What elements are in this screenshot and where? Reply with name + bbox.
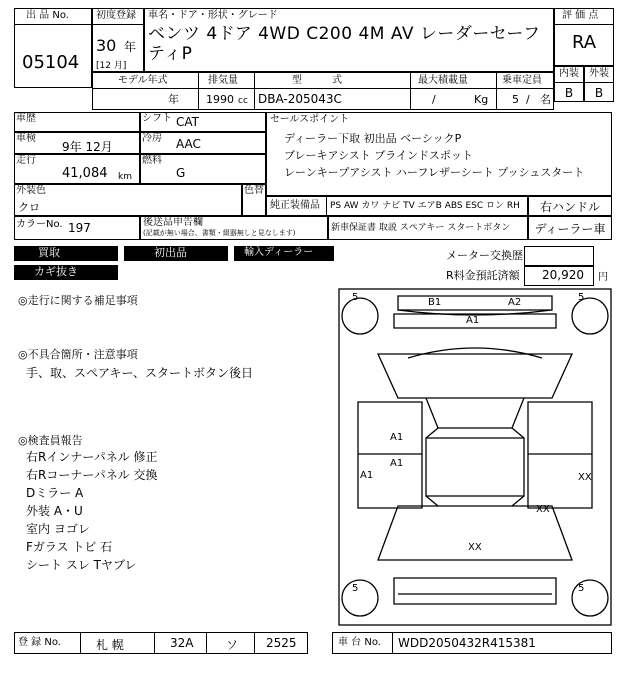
lot-label-line [14,24,92,25]
fuel-value: G [176,166,186,180]
displacement-value: 1990 [206,93,234,106]
exterior-score: B [594,86,604,100]
fuel-label: 燃料 [142,155,162,166]
reg-div3 [206,632,207,654]
eval-line [554,24,614,25]
lot-number: 05104 [22,52,80,73]
exterior-color-box [14,184,242,216]
mileage-label: 走行 [16,155,36,166]
capacity-sep: / [526,93,530,106]
max-load-value: / [432,93,436,106]
car-damage-diagram [338,288,612,626]
wheel-bl-icon [342,580,378,616]
exterior-color-value: クロ [18,201,40,214]
reg-city: 札 幌 [96,638,124,652]
mark-a1-front: A1 [466,315,480,326]
defects-header: ◎不具合箇所・注意事項 [18,348,138,361]
mark-xx-rear: XX [468,542,482,553]
wheel-tr-icon [572,298,608,334]
color-no-value: 197 [68,221,91,235]
driving-header: ◎走行に関する補足事項 [18,294,138,307]
ac-value: AAC [176,137,201,151]
tag-no-key-text: カギ抜き [34,265,78,278]
odometer-label: メーター交換歴 [446,249,523,262]
odometer-box [524,246,594,266]
fee-unit: 円 [598,272,608,283]
reg-number: 2525 [266,636,297,650]
sales-points-label: セールスポイント [270,114,350,125]
displacement-unit: cc [238,96,248,106]
first-reg-line [92,24,144,25]
handle-value: 右ハンドル [539,200,600,214]
max-load-unit: Kg [474,93,489,106]
history-label: 車歴 [16,113,36,124]
sales-point-line: レーンキープアシスト ハーフレザーシート プッシュスタート [284,166,585,179]
ie-line [554,82,614,83]
interior-score: B [564,86,574,100]
fee-label: R料金預託済額 [446,269,520,282]
sales-point-line: ブレーキアシスト ブラインドスポット [284,149,473,162]
chassis-div [392,632,393,654]
inspector-line: 右Rインナーパネル 修正 [26,450,158,464]
tag-first [124,246,228,261]
specs-div1 [198,72,199,110]
chassis-label: 車 台 No. [338,637,381,648]
dealer-value: ディーラー車 [534,222,606,236]
first-reg-month: [12 月] [96,61,127,71]
reg-div1 [80,632,81,654]
delivery-label: 後送品申告欄 [143,217,203,228]
capacity-value: 5 [512,93,519,106]
mark-a1-left1: A1 [390,432,404,443]
reg-class: 32A [170,636,194,650]
warranty-value: 新車保証書 取説 スペアキー スタートボタン [331,223,511,233]
tag-import-text: 輸入ディーラー [244,247,314,258]
mark-xx-side: XX [536,504,550,515]
inspector-line: Fガラス トビ 石 [26,540,113,554]
corner-bl-label: 5 [352,583,359,594]
chassis-value: WDD2050432R415381 [398,636,536,650]
mark-a1-left2: A1 [390,458,404,469]
model-year-unit: 年 [168,93,179,106]
shift-value: CAT [176,115,199,129]
inspector-line: Dミラー A [26,486,84,500]
corner-tr-label: 5 [578,292,585,303]
tag-buy-text: 買取 [38,246,60,259]
tag-import [234,246,334,261]
model-value: DBA-205043C [258,92,342,106]
left-doors-icon [358,402,422,508]
specs-div3 [410,72,411,110]
model-label: 型 式 [292,75,342,86]
tag-no-key [14,265,118,280]
mileage-unit: km [118,172,132,182]
interior-label: 内装 [559,68,579,79]
reg-label: 登 録 No. [18,637,61,648]
first-reg-label: 初度登録 [96,10,136,21]
inspector-line: 室内 ヨゴレ [26,522,90,536]
max-load-label: 最大積載量 [418,75,468,86]
shift-label: シフト [142,113,172,124]
mark-xx-right: XX [578,472,592,483]
equipment-div [326,196,327,216]
delivery-note: (記載が無い場合、書類・綴器無しと見なします) [143,229,296,237]
inspector-line: シート スレ Tヤブレ [26,558,137,572]
lot-label: 出 品 No. [26,10,69,21]
exterior-label: 外装 [589,68,609,79]
rear-bumper-icon [394,578,556,604]
mileage-value: 41,084 [62,166,108,181]
equipment-label: 純正装備品 [270,200,320,211]
inspector-line: 右Rコーナーパネル 交換 [26,468,158,482]
tag-first-text: 初出品 [154,246,187,259]
first-reg-year: 30 [96,36,117,55]
eval-score: RA [571,32,597,53]
mark-a1-side: A1 [360,470,374,481]
defects-text: 手、取、スペアキー、スタートボタン後日 [26,366,254,380]
fee-value: 20,920 [542,268,584,282]
inspection-value: 9年 12月 [62,140,113,154]
ac-label: 冷房 [142,133,162,144]
reg-kana: ソ [226,638,239,652]
color-no-label: カラーNo. [16,219,63,230]
hood-icon [378,354,572,398]
wheel-tl-icon [342,298,378,334]
tag-buy [14,246,118,261]
specs-div4 [496,72,497,110]
mark-a2: A2 [508,297,522,308]
reg-div4 [254,632,255,654]
inspection-label: 車検 [16,133,36,144]
reg-div2 [154,632,155,654]
color-change-label: 色替 [244,185,264,196]
eval-label: 評 価 点 [562,10,599,21]
corner-tl-label: 5 [352,292,359,303]
mark-b1: B1 [428,297,442,308]
specs-row-mid [92,88,554,89]
car-name: ベンツ 4ドア 4WD C200 4M AV レーダーセーフティP [148,24,541,64]
roof-icon [426,438,524,496]
model-year-label: モデル年式 [118,75,168,86]
displacement-label: 排気量 [208,75,238,86]
specs-div2 [254,72,255,110]
capacity-unit: 名 [540,93,551,106]
inspector-header: ◎検査員報告 [18,434,83,447]
first-reg-year-unit: 年 [124,40,137,54]
corner-br-label: 5 [578,583,585,594]
front-bumper-icon [398,296,552,310]
car-name-label: 車名・ドア・形状・グレード [148,10,278,21]
exterior-color-label: 外装色 [16,185,46,196]
capacity-label: 乗車定員 [502,75,542,86]
sales-point-line: ディーラー下取 初出品 ベーシックP [284,132,462,145]
right-doors-icon [528,402,592,508]
inspector-line: 外装 A・U [26,504,83,518]
equipment-value: PS AW カワ ナビ TV エアB ABS ESC ロン RH [330,201,520,211]
